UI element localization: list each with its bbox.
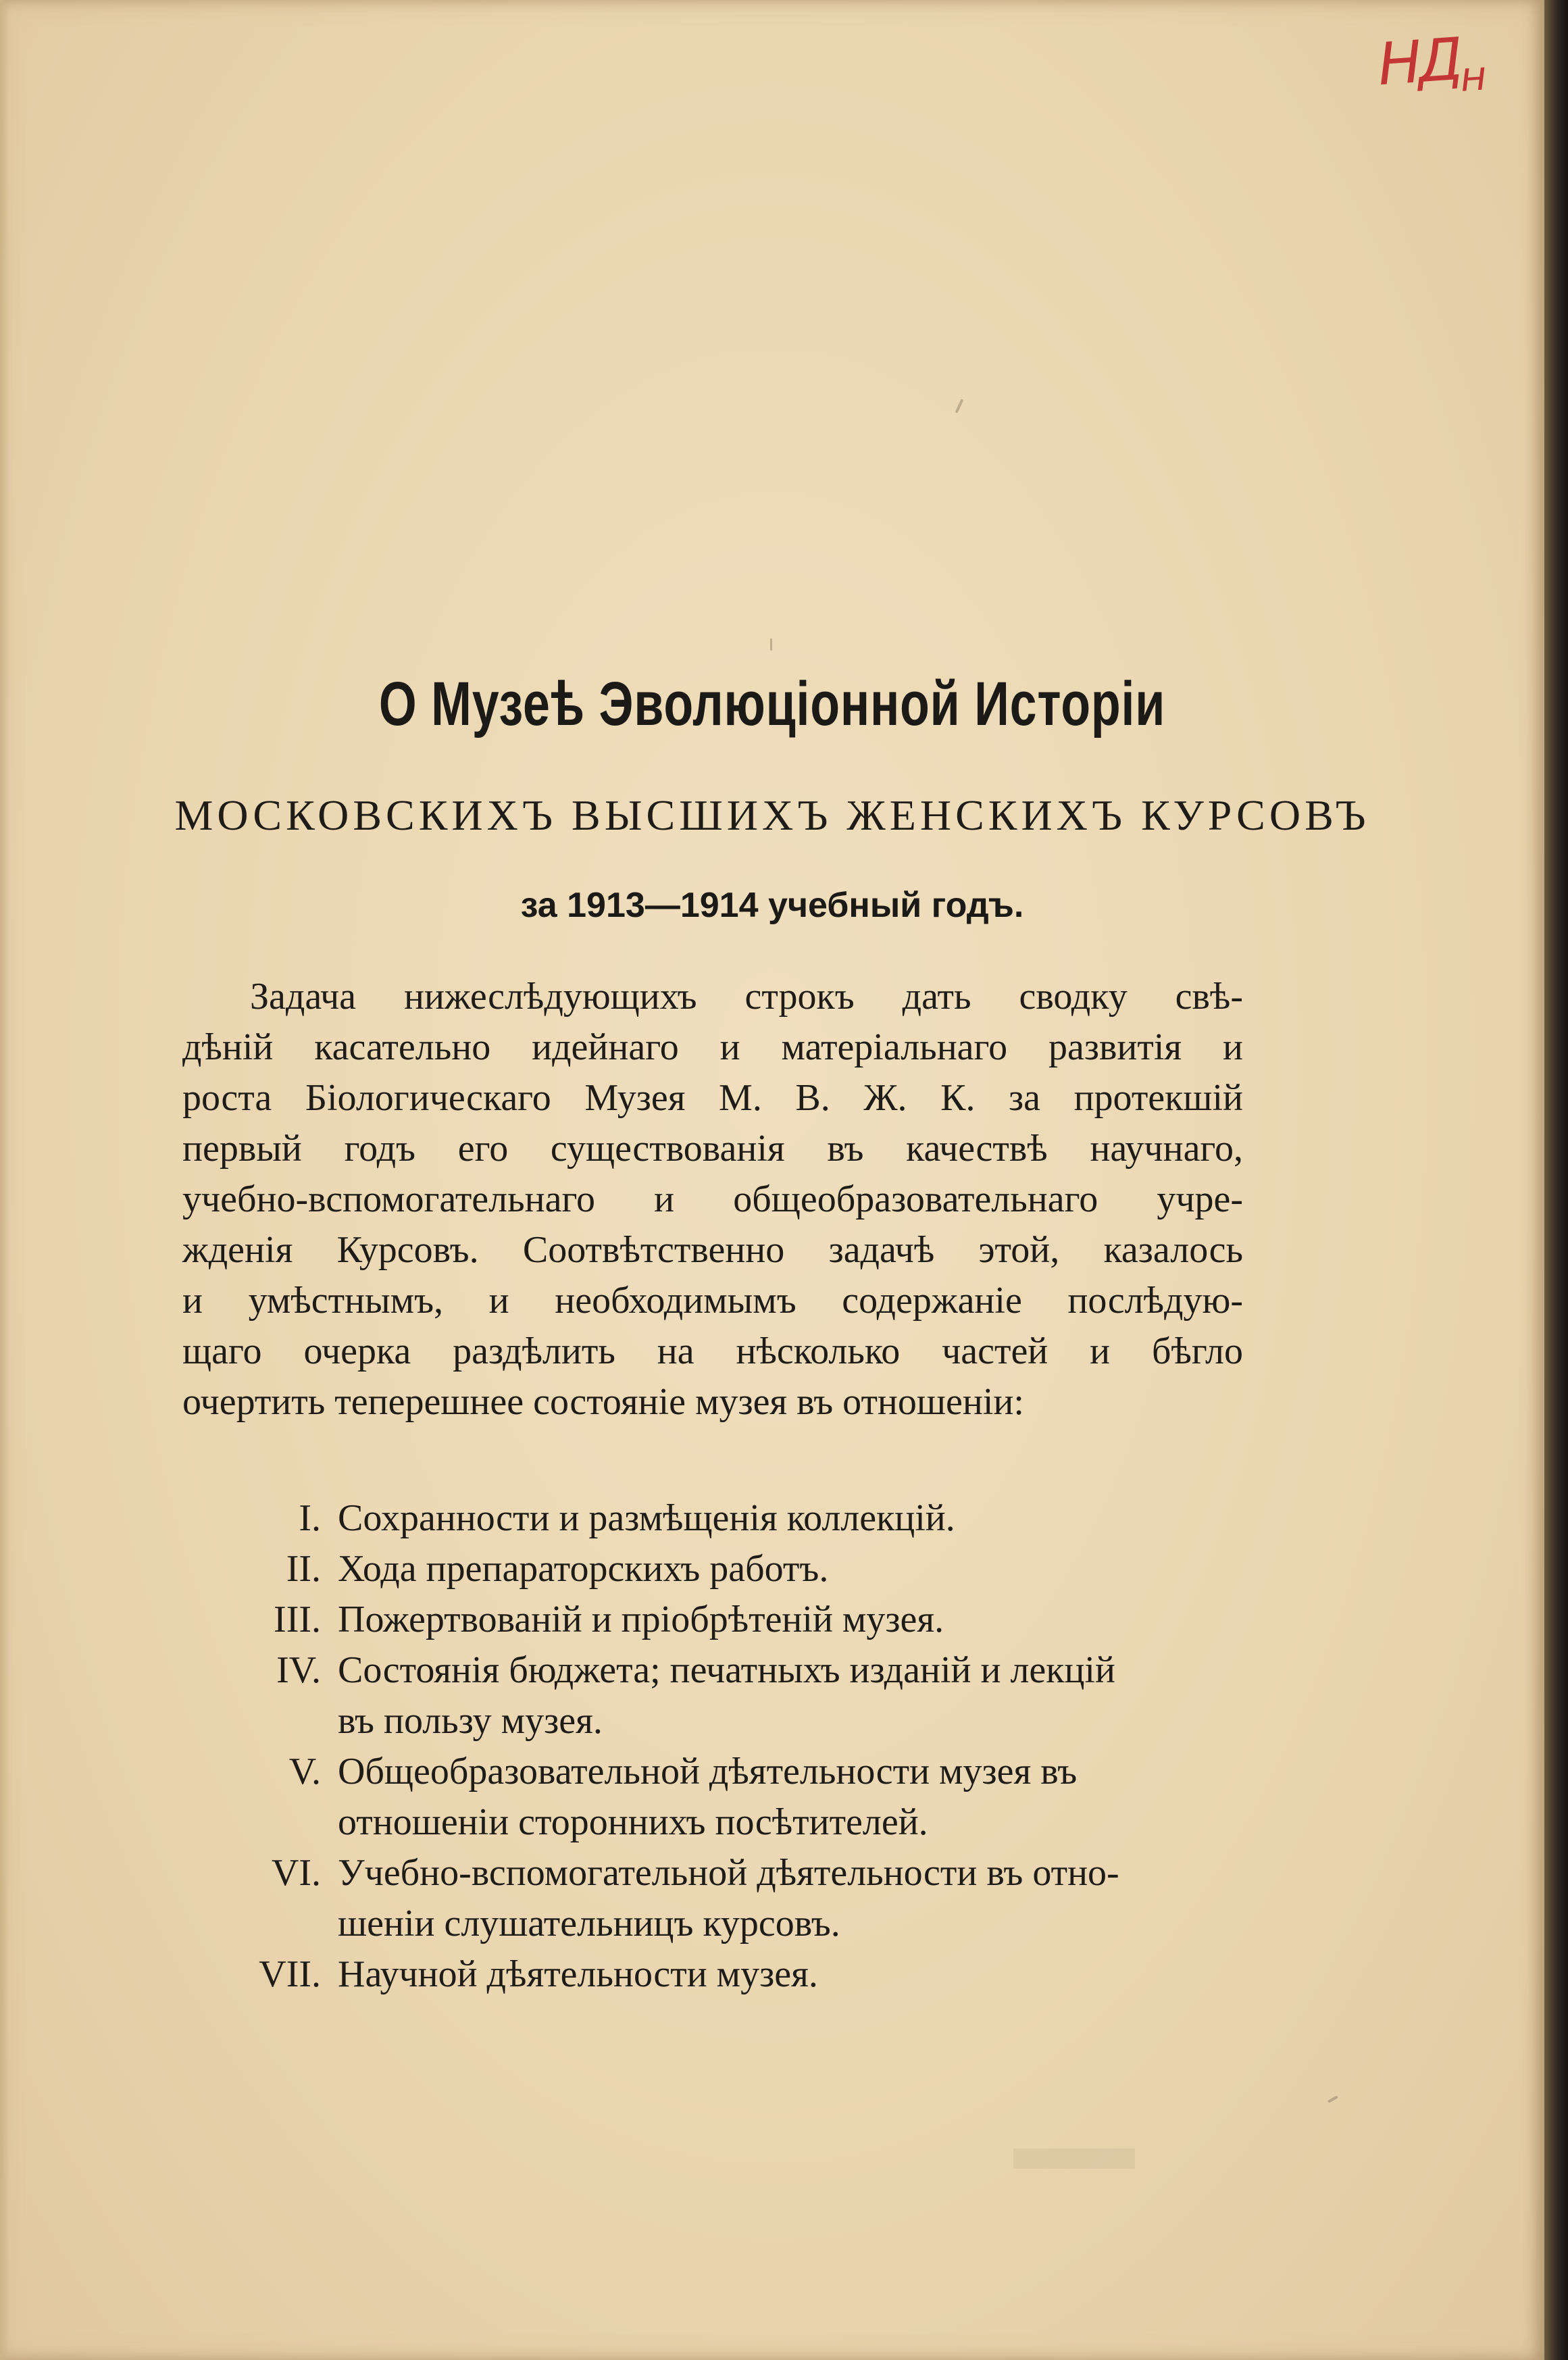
paragraph-line: роста Біологическаго Музея М. В. Ж. К. за протекшій <box>182 1077 1243 1119</box>
page-gutter-shadow <box>0 0 9 2360</box>
contents-item-number: II. <box>286 1548 321 1590</box>
contents-item <box>223 1595 1250 1645</box>
contents-item-text: Состоянія бюджета; печатныхъ изданій и лекцій <box>338 1649 1115 1691</box>
page-edge <box>1544 0 1568 2360</box>
contents-item-continuation: шеніи слушательницъ курсовъ. <box>338 1903 840 1944</box>
contents-item-text: Пожертвованій и пріобрѣтеній музея. <box>338 1599 944 1640</box>
contents-item-text: Сохранности и размѣщенія коллекцій. <box>338 1497 955 1539</box>
contents-item-continuation: отношеніи стороннихъ посѣтителей. <box>338 1801 928 1843</box>
paragraph-line: дѣній касательно идейнаго и матеріальнаго развитія и <box>182 1026 1243 1068</box>
contents-item-number: IV. <box>276 1649 321 1691</box>
paper-speck <box>1327 2095 1338 2103</box>
contents-item <box>223 1493 1250 1544</box>
paragraph-line: учебно-вспомогательнаго и общеобразовательнаго учре- <box>182 1178 1243 1220</box>
paragraph-line: и умѣстнымъ, и необходимымъ содержаніе послѣдую- <box>182 1280 1243 1322</box>
paragraph-line: щаго очерка раздѣлить на нѣсколько частей и бѣгло <box>182 1330 1243 1372</box>
contents-item-text: Хода препараторскихъ работъ. <box>338 1548 829 1590</box>
stamp-sub: н <box>1458 52 1484 101</box>
document-subtitle: МОСКОВСКИХЪ ВЫСШИХЪ ЖЕНСКИХЪ КУРСОВЪ <box>174 791 1370 839</box>
contents-item <box>223 1949 1250 2000</box>
document-title: О Музеѣ Эволюціонной Исторіи <box>378 670 1166 738</box>
paper-speck <box>770 638 772 651</box>
contents-item <box>223 1848 1250 1949</box>
contents-item <box>223 1747 1250 1848</box>
paragraph-line: жденія Курсовъ. Соотвѣтственно задачѣ этой, казалось <box>182 1229 1243 1271</box>
contents-list <box>223 1493 1250 2000</box>
contents-item-number: V. <box>288 1751 321 1792</box>
contents-item-number: VII. <box>259 1953 321 1995</box>
contents-item-text: Общеобразовательной дѣятельности музея въ <box>338 1751 1078 1792</box>
contents-item-number: VI. <box>271 1852 321 1894</box>
intro-paragraph <box>182 972 1243 1428</box>
paragraph-line: первый годъ его существованія въ качествѣ научнаго, <box>182 1128 1243 1170</box>
paper-speck <box>1013 2149 1135 2169</box>
paragraph-line: Задача нижеслѣдующихъ строкъ дать сводку свѣ- <box>250 976 1243 1018</box>
contents-item-number: I. <box>299 1497 321 1539</box>
document-year: за 1913—1914 учебный годъ. <box>520 886 1024 925</box>
paragraph-line: очертить теперешнее состояніе музея въ отношеніи: <box>182 1381 1024 1423</box>
contents-item <box>223 1645 1250 1747</box>
contents-item-continuation: въ пользу музея. <box>338 1700 603 1742</box>
contents-item-text: Учебно-вспомогательной дѣятельности въ отно- <box>338 1852 1119 1894</box>
contents-item <box>223 1544 1250 1595</box>
contents-item-number: III. <box>274 1599 321 1640</box>
paper-speck <box>955 399 964 413</box>
library-mark-stamp <box>1375 23 1502 105</box>
stamp-main: НД <box>1375 26 1461 99</box>
contents-item-text: Научной дѣятельности музея. <box>338 1953 818 1995</box>
